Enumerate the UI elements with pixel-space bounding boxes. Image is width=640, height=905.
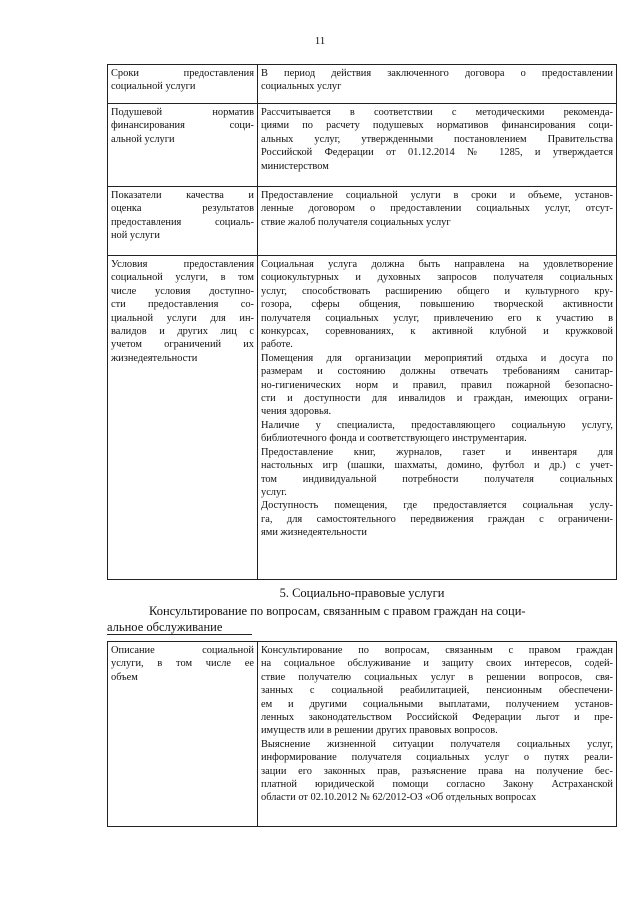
- text-line: Подушевой норматив: [111, 107, 254, 118]
- text-line: альных услуг, утвержденными постановлением Правительства: [261, 133, 613, 145]
- section-title: 5. Социально-правовые услуги: [279, 586, 445, 600]
- service-details-table: [107, 64, 617, 580]
- text-line: финансирования соци-: [111, 120, 254, 132]
- row-text: [258, 187, 617, 256]
- text-line: альной услуги: [111, 133, 175, 145]
- text-line: Наличие у специалиста, предоставляющего социальную услугу,: [261, 419, 613, 431]
- row-label: [108, 256, 258, 580]
- text-line: ной услуги: [111, 230, 160, 242]
- text-line: Помещения для организации мероприятий отдыха и досуга по: [261, 352, 613, 364]
- text-line: конкурсах, соревнованиях, к активной клубной и кружковой: [261, 326, 613, 338]
- text-line: Описание социальной: [111, 645, 254, 656]
- text-line: информирование получателя социальных услуг о путях реали-: [261, 752, 613, 764]
- table-row: [108, 256, 617, 580]
- text-line: учетом ограничений их: [111, 339, 254, 351]
- text-line: получателя социальных услуг, привлечению его к участию в: [261, 312, 613, 324]
- subtitle-underline: [107, 634, 252, 635]
- text-line: Рассчитывается в соответствии с методическими рекоменда-: [261, 107, 613, 118]
- text-line: циями по расчету подушевых нормативов финансирования соци-: [261, 120, 613, 132]
- text-line: Выяснение жизненной ситуации получателя социальных услуг,: [261, 738, 613, 750]
- row-label: [108, 65, 258, 104]
- text-line: Условия предоставления: [111, 259, 254, 270]
- text-line: ствие жалоб получателя социальных услуг: [261, 216, 451, 228]
- text-line: услуг, способствовать расширению общего и культурного кру-: [261, 285, 613, 297]
- text-line: предоставления социаль-: [111, 216, 254, 228]
- text-line: Сроки предоставления: [111, 68, 254, 79]
- text-line: чения здоровья.: [261, 406, 332, 418]
- text-line: библиотечного фонда и соответствующего инструментария.: [261, 433, 527, 445]
- text-line: сти и доступности для инвалидов и граждан, имеющих ограни-: [261, 393, 613, 405]
- row-label: [108, 104, 258, 187]
- row-label: [108, 187, 258, 256]
- subtitle-line-2: альное обслуживание: [107, 620, 223, 634]
- text-line: Предоставление социальной услуги в сроки и объеме, установ-: [261, 190, 613, 201]
- text-line: платной юридической помощи согласно Закону Астраханской: [261, 779, 613, 791]
- text-line: ленные договором о предоставлении социальных услуг, отсут-: [261, 203, 613, 215]
- text-line: но-гигиенических норм и правил, правил пожарной безопасно-: [261, 379, 613, 391]
- text-line: циальной услуги для ин-: [111, 312, 254, 324]
- text-line: ствие получателю социальных услуг в решении вопросов, свя-: [261, 671, 613, 683]
- text-line: Показатели качества и: [111, 190, 254, 201]
- row-label: [108, 642, 258, 827]
- row-text: [258, 104, 617, 187]
- service-subtitle: [107, 603, 617, 635]
- text-line: га, для самостоятельного передвижения граждан с ограничени-: [261, 513, 613, 525]
- text-line: ями жизнедеятельности: [261, 527, 367, 539]
- text-line: ленных законодательством Российской Федерации льгот и пре-: [261, 712, 613, 724]
- text-line: ем и другими социальными выплатами, получением установ-: [261, 698, 613, 710]
- text-line: валидов и других лиц с: [111, 326, 254, 338]
- page-number: 11: [314, 35, 326, 47]
- text-line: социокультурных и духовных запросов получателя социальных: [261, 272, 613, 284]
- text-line: размерам и состоянию должны отвечать требованиям санитар-: [261, 366, 613, 378]
- table-row: [108, 104, 617, 187]
- text-line: настольных игр (шашки, шахматы, домино, футбол и др.) с учет-: [261, 460, 613, 472]
- text-line: области от 02.10.2012 № 62/2012-ОЗ «Об отдельных вопросах: [261, 792, 537, 804]
- service-description-table: [107, 641, 617, 827]
- text-line: Консультирование по вопросам, связанным с правом граждан: [261, 645, 613, 656]
- text-line: Социальная услуга должна быть направлена на удовлетворение: [261, 259, 613, 270]
- text-line: услуги, в том числе ее: [111, 658, 254, 670]
- text-line: сти предоставления со-: [111, 299, 254, 311]
- text-line: услуг.: [261, 486, 287, 498]
- text-line: В период действия заключенного договора о предоставлении: [261, 68, 613, 79]
- text-line: занных с социальной реабилитацией, пенсионным обеспечени-: [261, 685, 613, 697]
- subtitle-line-1: Консультирование по вопросам, связанным с правом граждан на соци-: [149, 604, 526, 618]
- row-text: [258, 642, 617, 827]
- text-line: социальных услуг: [261, 81, 342, 93]
- text-line: числе условия доступно-: [111, 285, 254, 297]
- text-line: на социальное обслуживание и защиту своих интересов, содей-: [261, 658, 613, 670]
- text-line: социальной услуги: [111, 81, 196, 93]
- text-line: работе.: [261, 339, 293, 351]
- text-line: Доступность помещения, где предоставляется социальная услу-: [261, 500, 613, 512]
- text-line: жизнедеятельности: [111, 352, 198, 364]
- table-row: [108, 187, 617, 256]
- table-row: [108, 65, 617, 104]
- text-line: имуществ или в решении других правовых вопросов.: [261, 725, 498, 737]
- text-line: гозора, сферы общения, повышению творческой активности: [261, 299, 613, 311]
- text-line: том индивидуальной потребности получателя социальных: [261, 473, 613, 485]
- row-text: [258, 256, 617, 580]
- text-line: зации его законных прав, разъяснение права на получение бес-: [261, 765, 613, 777]
- text-line: оценка результатов: [111, 203, 254, 215]
- table-row: [108, 642, 617, 827]
- row-text: [258, 65, 617, 104]
- text-line: социальной услуги, в том: [111, 272, 254, 284]
- text-line: Предоставление книг, журналов, газет и инвентаря для: [261, 446, 613, 458]
- text-line: объем: [111, 671, 138, 683]
- text-line: Российской Федерации от 01.12.2014 № 1285, и утверждается: [261, 147, 613, 159]
- text-line: министерством: [261, 160, 329, 172]
